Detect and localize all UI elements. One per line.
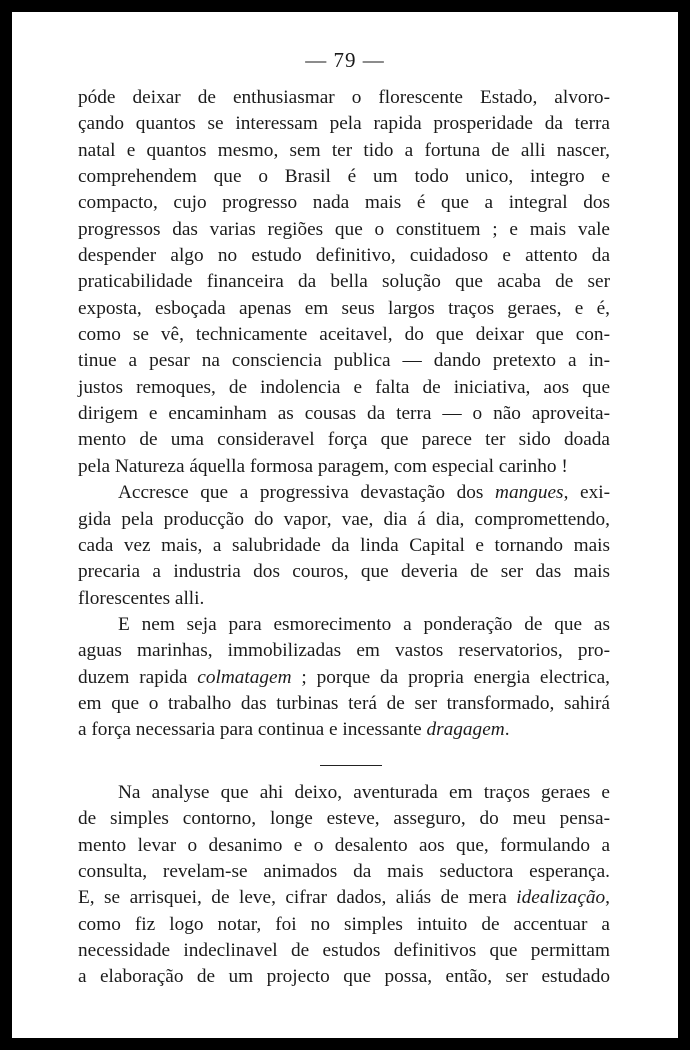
text-line: a força necessaria para continua e incessante dragagem.: [78, 719, 510, 741]
text-line: natal e quantos mesmo, sem ter tido a fortuna de alli nascer,: [78, 139, 610, 161]
text-line: cada vez mais, a salubridade da linda Capital e tornando mais: [78, 534, 610, 556]
text-line: Na analyse que ahi deixo, aventurada em traços geraes e: [118, 782, 610, 803]
text-line: necessidade indeclinavel de estudos definitivos que permittam: [78, 940, 610, 962]
text-line: dirigem e encaminham as cousas da terra — o não aproveita-: [78, 403, 610, 425]
italic-term: dragagem: [426, 719, 505, 741]
text-block-upper: [78, 85, 610, 744]
italic-term: idealização: [516, 887, 606, 909]
text-line: gida pela producção do vapor, vae, dia á dia, compromettendo,: [78, 508, 610, 530]
text-line: pela Natureza áquella formosa paragem, com especial carinho !: [78, 455, 568, 477]
text-line: tinue a pesar na consciencia publica — dando pretexto a in-: [78, 350, 610, 372]
text-line: progressos das varias regiões que o constituem ; e mais vale: [78, 218, 610, 240]
text-line: mento de uma consideravel força que parece ter sido doada: [78, 429, 610, 451]
text-line: praticabilidade financeira da bella solução que acaba de ser: [78, 271, 610, 293]
italic-term: mangues: [495, 482, 564, 504]
text-line: çando quantos se interessam pela rapida prosperidade da terra: [78, 113, 610, 135]
text-line: florescentes alli.: [78, 587, 205, 609]
text-line: duzem rapida colmatagem ; porque da propria energia electrica,: [78, 666, 610, 688]
text-line: como fiz logo notar, foi no simples intuito de accentuar a: [78, 913, 610, 935]
text-line: de simples contorno, longe esteve, asseguro, do meu pensa-: [78, 808, 610, 830]
section-separator: [320, 765, 382, 766]
text-line: E, se arrisquei, de leve, cifrar dados, aliás de mera idealização,: [78, 887, 610, 909]
page-number: — 79 —: [305, 48, 385, 72]
italic-term: colmatagem: [197, 666, 292, 688]
text-line: exposta, esboçada apenas em seus largos traços geraes, e é,: [78, 297, 610, 319]
text-line: como se vê, technicamente aceitavel, do que deixar que con-: [78, 324, 610, 346]
text-line: despender algo no estudo definitivo, cuidadoso e attento da: [78, 245, 610, 267]
text-line: Accresce que a progressiva devastação dos mangues, exi-: [118, 482, 610, 504]
text-line: a elaboração de um projecto que possa, então, ser estudado: [78, 966, 610, 988]
text-line: precaria a industria dos couros, que deveria de ser das mais: [78, 561, 610, 583]
text-line: comprehendem que o Brasil é um todo unico, integro e: [78, 166, 610, 188]
text-line: compacto, cujo progresso nada mais é que a integral dos: [78, 192, 610, 214]
text-line: E nem seja para esmorecimento a ponderação de que as: [118, 613, 610, 635]
text-line: consulta, revelam-se animados da mais seductora esperança.: [78, 861, 610, 883]
book-page: [12, 12, 678, 1038]
text-line: póde deixar de enthusiasmar o florescente Estado, alvoro-: [78, 87, 610, 108]
text-line: mento levar o desanimo e o desalento aos que, formulando a: [78, 834, 610, 856]
text-block-lower: [78, 780, 610, 991]
text-line: em que o trabalho das turbinas terá de ser transformado, sahirá: [78, 692, 610, 714]
text-line: aguas marinhas, immobilizadas em vastos reservatorios, pro-: [78, 640, 610, 662]
text-line: justos remoques, de indolencia e falta de iniciativa, aos que: [78, 376, 610, 398]
